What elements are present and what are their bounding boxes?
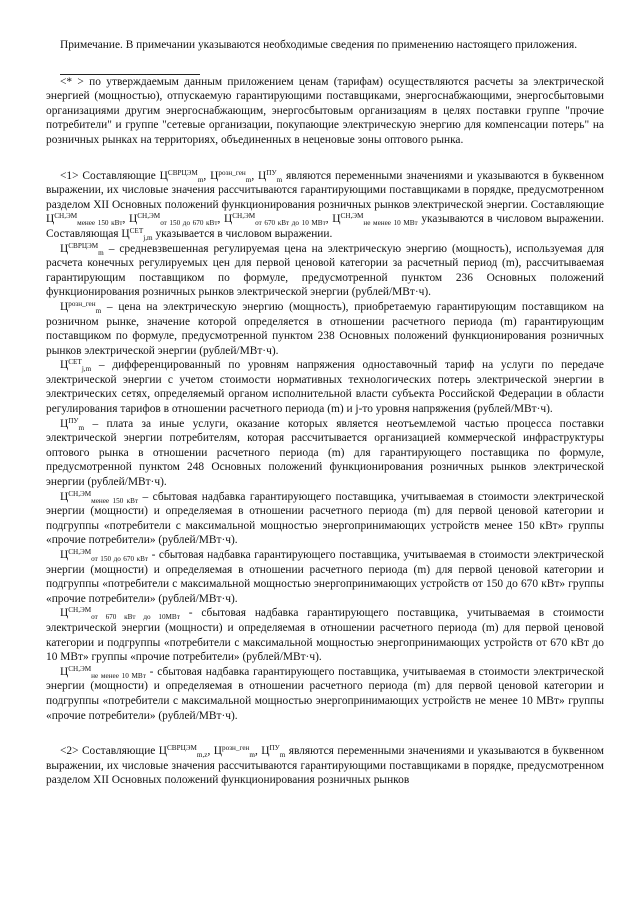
symbol-snem-670-10: $Ц^{СН,ЭМ}_{от 670 кВт до 10МВт}$ [60,606,180,622]
footnote-star-paragraph: <* > по утверждаемым данным приложением ценам (тарифам) осуществляются расчеты за электрической энергией (мощностью), отпускаемую гарантирующими поставщиками, энергоснабжающими, энергосбытовыми организациями другим энергоснабжающим, энергосбытовым организациям в целях поставки группе "прочие потребители" и группе "сетевые организации, покупающие электрическую энергию для компенсации потерь" на розничных рынках на территориях, объединенных в неценовые зоны оптового рынка. [46,75,604,146]
symbol-snem-150-670: $Ц^{СН,ЭМ}_{от 150 до 670 кВт}$ [60,548,149,563]
symbol-rozn-gen: $Ц^{розн\_ген}_m$ [60,299,102,315]
definition-rozn-gen: $Ц^{розн\_ген}_m$ – цена на электрическую энергию (мощность), приобретаемую гарантирующим поставщиком на розничном рынке, значение которой определяется в отношении расчетного периода (m) гарантирующим поставщиком по формуле, предусмотренной пунктом 238 Основных положений функционирования розничных рынков электрической энергии (рублей/МВт·ч). [46,299,604,357]
symbol-snem-670-10: $Ц^{СН,ЭМ}_{от 670 кВт до 10 МВт}$ [223,212,326,228]
symbol-set: $Ц^{СЕТ}_{j,m}$ [121,226,153,242]
symbol-svrtsem-mz: $Ц^{СВРЦЭМ}_{m,z}$ [158,744,208,760]
footnote-1-body: являются переменными значениями и указываются в буквенном выражении, их числовые значения рассчитываются гарантирующими поставщиками в порядке, предусмотренном разделом XII Основных положений функционирования розничных рынков электрической энергии. Составляющие [46,169,605,211]
symbol-rozn-gen: $Ц^{розн\_ген}_m$ [210,168,252,184]
definition-svrtsem: $Ц^{СВРЦЭМ}_m$ – средневзвешенная регулируемая цена на электрическую энергию (мощность), используемая для расчета конечных регулируемых цен для первой ценовой категории за расчетный период (m), рассчитываемая гарантирующим поставщиком по формуле, предусмотренной пунктом 236 Основных положений функционирования розничных рынков электрической энергии (рублей/МВт·ч). [46,241,604,299]
definition-snem-lt150: $Ц^{СН,ЭМ}_{менее 150 кВт}$ – сбытовая надбавка гарантирующего поставщика, учитываемая в стоимости электрической энергии (мощности) и определяемая в отношении расчетного периода (m) для первой ценовой категории и подгруппы «потребители с максимальной мощностью энергопринимающих устройств менее 150 кВт» группы «прочие потребители» (рублей/МВт·ч). [46,489,604,547]
definition-snem-670-10: $Ц^{СН,ЭМ}_{от 670 кВт до 10МВт}$ - сбытовая надбавка гарантирующего поставщика, учитываемая в стоимости электрической энергии (мощности) и определяемая в отношении расчетного периода (m) для первой ценовой категории и подгруппы «потребители с максимальной мощностью энергопринимающих устройств от 670 кВт до 10 МВт» группы «прочие потребители» (рублей/МВт·ч). [46,606,604,664]
symbol-svrtsem: $Ц^{СВРЦЭМ}_m$ [159,168,204,184]
footnote-2-intro: <2> Составляющие [60,745,156,758]
note-paragraph: Примечание. В примечании указываются необходимые сведения по применению настоящего приложения. [60,39,578,51]
symbol-snem-ge10: $Ц^{СН,ЭМ}_{не менее 10 МВт}$ [60,664,146,680]
symbol-snem-lt150: $Ц^{СН,ЭМ}_{менее 150 кВт}$ [46,212,123,228]
footnote-1-intro: <1> Составляющие [60,169,156,182]
symbol-snem-lt150: $Ц^{СН,ЭМ}_{менее 150 кВт}$ [60,489,139,505]
footnote-2-body: являются переменными значениями и указываются в буквенном выражении, их числовые значения рассчитываются гарантирующими поставщиками в порядке, предусмотренном разделом XII Основных положений функционирования розничных рынков [46,745,605,787]
symbol-pu: $Ц^{ПУ}_m$ [258,168,283,184]
symbol-rozn-gen: $Ц^{розн\_ген}_m$ [213,744,255,760]
footnote-1-numeric-end: указывается в числовом выражении. [155,227,333,240]
definition-pu: $Ц^{ПУ}_m$ – плата за иные услуги, оказание которых является неотъемлемой частью процесса поставки электрической энергии потребителям, которая рассчитывается организацией коммерческой инфраструктуры оптового рынка в отношении расчетного периода (m) для гарантирующего поставщика по формуле, предусмотренной пунктом 248 Основных положений функционирования розничных рынков электрической энергии (рублей/МВт·ч). [46,416,604,489]
definition-snem-ge10: $Ц^{СН,ЭМ}_{не менее 10 МВт}$ - сбытовая надбавка гарантирующего поставщика, учитываемая в стоимости электрической энергии (мощности) и определяемая в отношении расчетного периода (m) для первой ценовой категории и подгруппы «потребители с максимальной мощностью энергопринимающих устройств не менее 10 МВт» группы «прочие потребители» (рублей/МВт·ч). [46,664,604,722]
symbol-snem-150-670: $Ц^{СН,ЭМ}_{от 150 до 670 кВт}$ [129,212,218,228]
symbol-set: $Ц^{СЕТ}_{j,m}$ [60,358,92,374]
symbol-pu: $Ц^{ПУ}_m$ [60,416,85,432]
definition-set: $Ц^{СЕТ}_{j,m}$ – дифференцированный по уровням напряжения одноставочный тариф на услуги по передаче электрической энергии с учетом стоимости нормативных технологических потерь электрической энергии в электрических сетях, определяемый органом исполнительной власти субъекта Российской Федерации в области регулирования тарифов в отношении расчетного периода (m) и j-то уровня напряжения (рублей/МВт·ч). [46,358,604,416]
symbol-svrtsem: $Ц^{СВРЦЭМ}_m$ [60,241,104,257]
symbol-pu: $Ц^{ПУ}_m$ [261,744,286,760]
footnote-2-paragraph: <2> Составляющие $Ц^{СВРЦЭМ}_{m,z}$, $Ц^{розн\_ген}_m$, $Ц^{ПУ}_m$ являются переменными значениями и указываются в буквенном выражении, их числовые значения рассчитываются гарантирующими поставщиками в порядке, предусмотренном разделом XII Основных положений функционирования розничных рынков [46,744,605,787]
definition-snem-150-670: $Ц^{СН,ЭМ}_{от 150 до 670 кВт}$ - сбытовая надбавка гарантирующего поставщика, учитываемая в стоимости электрической энергии (мощности) и определяемая в отношении расчетного периода (m) для первой ценовой категории и подгруппы «потребители с максимальной мощностью энергопринимающих устройств от 150 до 670 кВт» группы «прочие потребители» (рублей/МВт·ч). [46,548,604,605]
symbol-snem-ge10: $Ц^{СН,ЭМ}_{не менее 10 МВт}$ [332,212,418,228]
footnote-1-paragraph: <1> Составляющие $Ц^{СВРЦЭМ}_m$, $Ц^{розн\_ген}_m$, $Ц^{ПУ}_m$ являются переменными значениями и указываются в буквенном выражении, их числовые значения рассчитываются гарантирующими поставщиками в порядке, предусмотренном разделом XII Основных положений функционирования розничных рынков электрической энергии. Составляющие $Ц^{СН,ЭМ}_{менее 150 кВт}$, $Ц^{СН,ЭМ}_{от 150 до 670 кВт}$, $Ц^{СН,ЭМ}_{от 670 кВт до 10 МВт}$, $Ц^{СН,ЭМ}_{не менее 10 МВт}$ указываются в числовом выражении. Составляющая $Ц^{СЕТ}_{j,m}$ указывается в числовом выражении. [46,168,605,242]
footnote-1-numeric: указываются в числовом выражении. Составляющая [46,213,604,240]
